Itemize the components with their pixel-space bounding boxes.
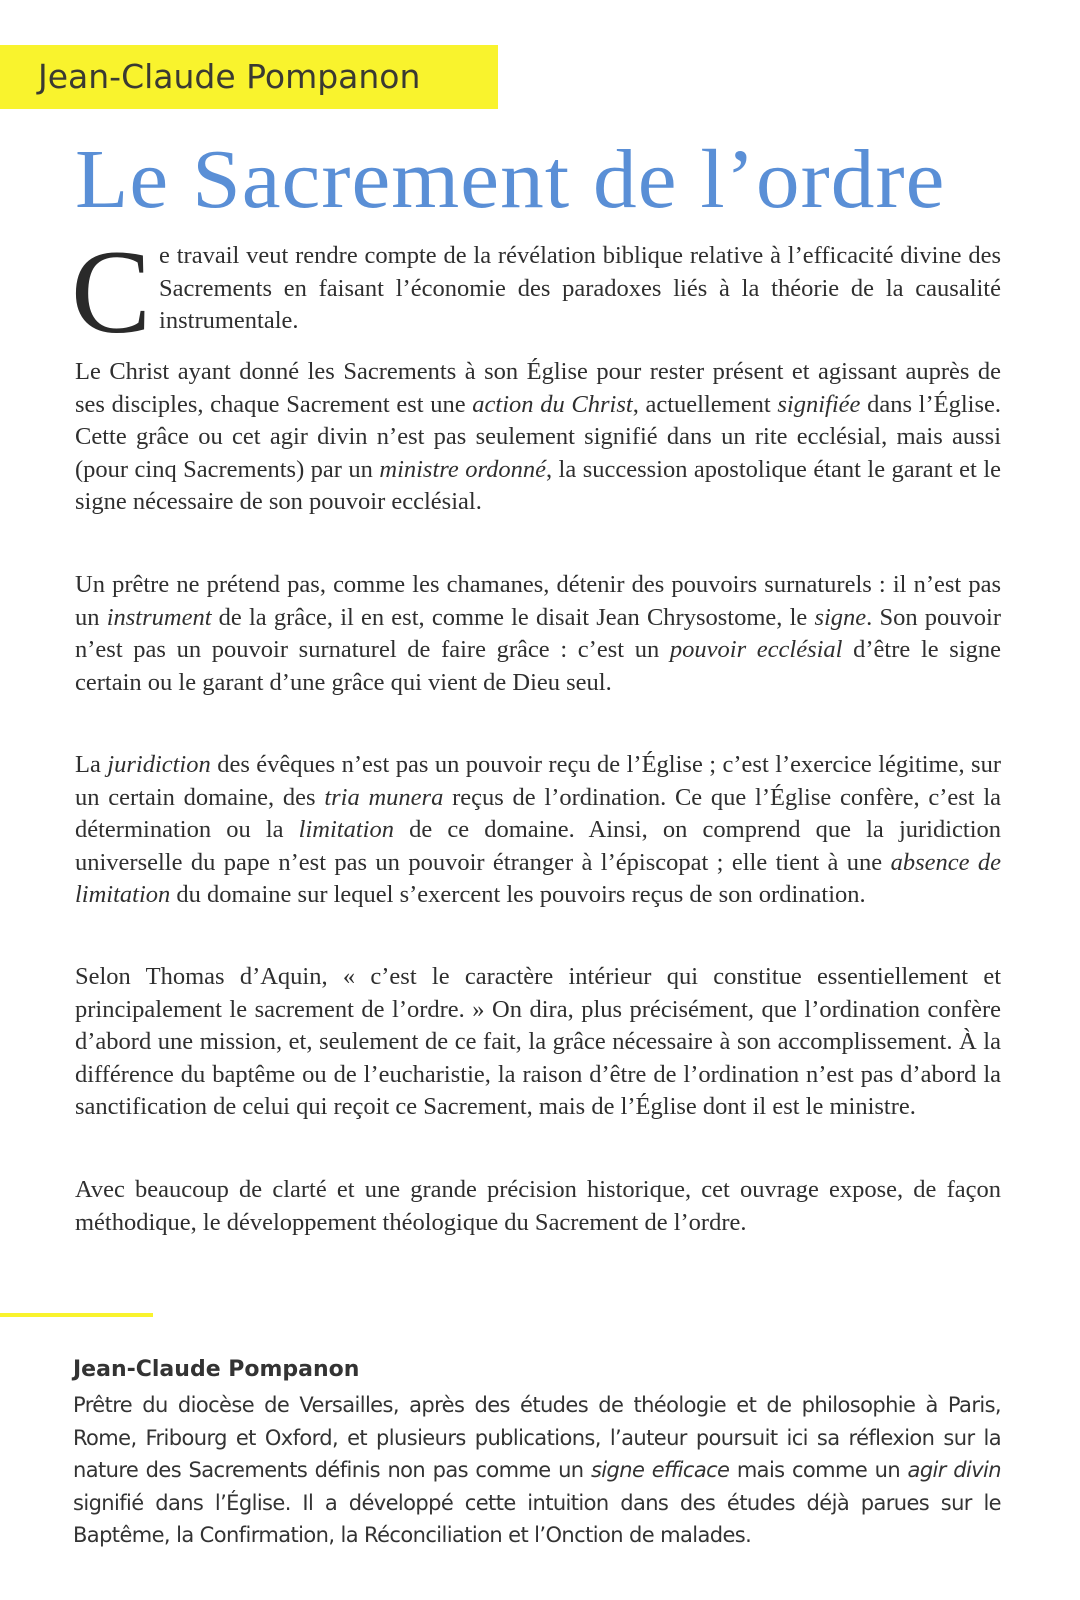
- paragraph: [75, 569, 1001, 699]
- text-run: de ce domaine. Ainsi, on comprend que la juridiction universelle du pape n’est pas un pouvoir étranger à l’épiscopat ; elle tient à une: [75, 816, 1002, 876]
- book-title: Le Sacrement de l’ordre: [75, 133, 946, 226]
- italic-text: agir divin: [907, 1458, 1002, 1482]
- italic-text: pouvoir ecclésial: [669, 636, 843, 664]
- italic-text: signe: [814, 603, 867, 631]
- text-run: , actuellement: [632, 390, 778, 418]
- text-run: reçus de l’ordination. Ce que l’Église confère, c’est la détermination ou la: [75, 783, 1002, 844]
- italic-text: ministre ordonné: [379, 455, 546, 483]
- italic-text: tria munera: [324, 783, 444, 811]
- text-run: Selon Thomas d’Aquin, « c’est le caractère intérieur qui constitue essentiellement et principalement le sacrement de l’ordre. » On dira, plus précisément, que l’ordination confère d’abord une mission, et, seulement de ce fait, la grâce nécessaire à son accomplissement. À la différence du baptême ou de l’eucharistie, la raison d’être de l’ordination n’est pas d’abord la sanctification de celui qui reçoit ce Sacrement, mais de l’Église dont il est le ministre.: [75, 963, 1001, 1121]
- intro-text: e travail veut rendre compte de la révélation biblique relative à l’efficacité divine des Sacrements en faisant l’économie des paradoxes liés à la théorie de la causalité instrumentale.: [159, 242, 1001, 335]
- text-run: Avec beaucoup de clarté et une grande précision historique, cet ouvrage expose, de façon méthodique, le développement théologique du Sacrement de l’ordre.: [75, 1176, 1001, 1236]
- intro-paragraph: [71, 225, 1001, 358]
- paragraph: [75, 356, 1001, 519]
- italic-text: juridiction: [107, 751, 211, 778]
- bio-text: [73, 1389, 1001, 1552]
- text-run: dans l’Église. Cette grâce ou cet agir divin n’est pas seulement signifié dans un rite ecclésial, mais aussi (pour cinq Sacrements) par un: [75, 390, 1001, 483]
- italic-text: limitation: [298, 816, 394, 844]
- author-name: Jean-Claude Pompanon: [38, 57, 421, 96]
- text-run: Un prêtre ne prétend pas, comme les chamanes, détenir des pouvoirs surnaturels : il n’est pas un: [75, 571, 1001, 631]
- text-run: mais comme un: [729, 1458, 908, 1482]
- text-run: La: [75, 751, 108, 778]
- italic-text: absence de limitation: [75, 848, 1001, 909]
- text-run: Le Christ ayant donné les Sacrements à son Église pour rester présent et agissant auprès de ses disciples, chaque Sacrement est une: [75, 358, 1001, 418]
- text-run: d’être le signe certain ou le garant d’une grâce qui vient de Dieu seul.: [75, 636, 1002, 696]
- italic-text: signe efficace: [590, 1458, 730, 1482]
- paragraph: [75, 961, 1001, 1124]
- text-run: des évêques n’est pas un pouvoir reçu de l’Église ; c’est l’exercice légitime, sur un certain domaine, des: [75, 751, 1002, 811]
- italic-text: instrument: [106, 603, 212, 631]
- italic-text: action du Christ: [472, 390, 633, 418]
- text-run: . Son pouvoir n’est pas un pouvoir surnaturel de faire grâce : c’est un: [75, 603, 1002, 664]
- paragraph: [75, 749, 1001, 912]
- drop-cap: C: [71, 225, 152, 358]
- paragraph: [75, 1174, 1001, 1239]
- text-run: du domaine sur lequel s’exercent les pouvoirs reçus de son ordination.: [170, 881, 866, 909]
- italic-text: signifiée: [777, 390, 861, 418]
- text-run: Prêtre du diocèse de Versailles, après des études de théologie et de philosophie à Paris, Rome, Fribourg et Oxford, et plusieurs publications, l’auteur poursuit ici sa réflexion sur la nature des Sacrements définis non pas comme un: [73, 1393, 1001, 1482]
- yellow-divider: [0, 1313, 153, 1317]
- author-banner: [0, 45, 498, 109]
- bio-author-name: Jean-Claude Pompanon: [73, 1357, 360, 1382]
- text-run: de la grâce, il en est, comme le disait Jean Chrysostome, le: [211, 603, 815, 631]
- text-run: , la succession apostolique étant le garant et le signe nécessaire de son pouvoir ecclésial.: [75, 455, 1001, 516]
- text-run: signifié dans l’Église. Il a développé cette intuition dans des études déjà parues sur le Baptême, la Confirmation, la Réconciliation et l’Onction de malades.: [73, 1490, 1001, 1547]
